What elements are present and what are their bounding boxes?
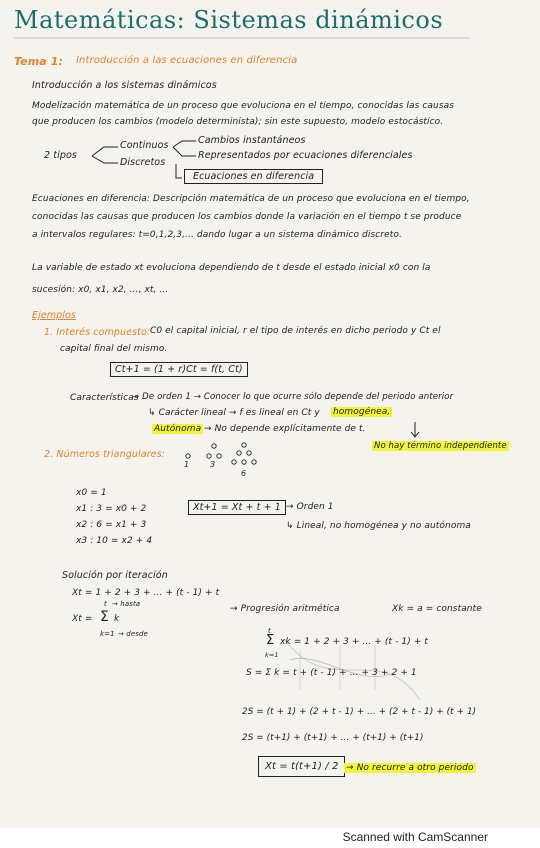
s-line1: xk = 1 + 2 + 3 + ... + (t - 1) + t [280,637,429,647]
sum-k: k [114,614,120,624]
seq-x1: x1 : 3 = x0 + 2 [76,504,147,514]
triangular-number-3: 3 [210,460,216,469]
caracteristica-orden: → De orden 1 → Conocer lo que ocurre sólo depende del periodo anterior [132,392,454,402]
ecuaciones-line1: Ecuaciones en diferencia: Descripción matemática de un proceso que evoluciona en el tiempo, [32,194,470,204]
sum-hasta: → hasta [112,600,141,608]
xt-sum-line: Xt = 1 + 2 + 3 + ... + (t - 1) + t [72,588,220,598]
s-line4: 2S = (t+1) + (t+1) + ... + (t+1) + (t+1) [242,733,424,743]
triangular-number-1: 1 [184,460,190,469]
seq-x0: x0 = 1 [76,488,107,498]
sum-desde: → desde [118,630,148,638]
no-recurre-highlight: → No recurre a otro periodo [346,763,474,773]
cambios-label: Cambios instantáneos [198,135,306,146]
caracteristicas-label: Características [70,393,139,403]
lineal-text: ↳ Lineal, no homogénea y no autónoma [286,521,471,531]
sum-upper-limit: t [104,600,107,608]
ejemplo1-text: C0 el capital inicial, r el tipo de interés en dicho periodo y Ct el [150,326,441,336]
scanner-footer [0,828,540,848]
ecuaciones-line3: a intervalos regulares: t=0,1,2,3,... dando lugar a un sistema dinámico discreto. [32,230,402,240]
tema-text: Introducción a las ecuaciones en diferencia [76,55,298,66]
homogenea-highlight: homogénea, [333,407,391,417]
no-termino-highlight: No hay término independiente [374,441,507,451]
intro-heading: Introducción a los sistemas dinámicos [32,80,217,91]
ecuaciones-diferencia-box: Ecuaciones en diferencia [184,169,323,184]
solucion-heading: Solución por iteración [62,570,168,581]
progresion-text: → Progresión aritmética [230,604,340,614]
triangular-number-6: 6 [241,469,247,478]
discretos-label: Discretos [120,157,166,168]
sigma-icon-2: Σ [266,633,275,648]
estado-line2: sucesión: x0, x1, x2, ..., xt, ... [32,285,169,295]
page-title: Matemáticas: Sistemas dinámicos [14,6,444,34]
s-upper-limit: t [268,627,271,635]
s-line3: 2S = (t + 1) + (2 + t - 1) + ... + (2 + t - 1) + (t + 1) [242,707,477,717]
s-lower-limit: k=1 [265,651,279,659]
sigma-icon: Σ [100,609,109,625]
xk-constante: Xk = a = constante [392,604,482,614]
ejemplo1-text2: capital final del mismo. [60,344,168,354]
estado-line1: La variable de estado xt evoluciona dependiendo de t desde el estado inicial x0 con la [32,263,431,273]
s-line2: S = Σ k = t + (t - 1) + ... + 3 + 2 + 1 [246,668,417,678]
ejemplo2-label: 2. Números triangulares: [44,449,165,460]
representados-label: Representados por ecuaciones diferenciales [198,150,413,161]
final-formula-box: Xt = t(t+1) / 2 [258,756,345,777]
ejemplo1-label: 1. Interés compuesto: [44,327,151,338]
seq-x2: x2 : 6 = x1 + 3 [76,520,147,530]
caracteristica-lineal: ↳ Carácter lineal → f es lineal en Ct y [148,408,320,418]
xt-eq-label: Xt = [72,614,93,624]
intro-paragraph-line2: que producen los cambios (modelo determinista); sin este supuesto, modelo estocástico. [32,117,444,127]
tema-label: Tema 1: [14,55,64,68]
seq-x3: x3 : 10 = x2 + 4 [76,536,153,546]
autonoma-text: → No depende explícitamente de t. [204,424,366,434]
ejemplos-heading: Ejemplos [32,310,76,321]
interes-formula-box: Ct+1 = (1 + r)Ct = f(t, Ct) [110,362,248,377]
recurrence-box: Xt+1 = Xt + t + 1 [188,500,286,515]
scanner-watermark: Scanned with CamScanner [342,830,488,844]
autonoma-highlight: Autónoma [154,424,202,434]
continuos-label: Continuos [120,140,169,151]
ecuaciones-line2: conocidas las causas que producen los cambios donde la variación en el tiempo t se produce [32,212,462,222]
orden-text: → Orden 1 [286,502,334,512]
intro-paragraph-line1: Modelización matemática de un proceso que evoluciona en el tiempo, conocidas las causas [32,101,455,111]
sum-lower-limit: k=1 [100,630,115,638]
tipos-label: 2 tipos [44,150,77,161]
